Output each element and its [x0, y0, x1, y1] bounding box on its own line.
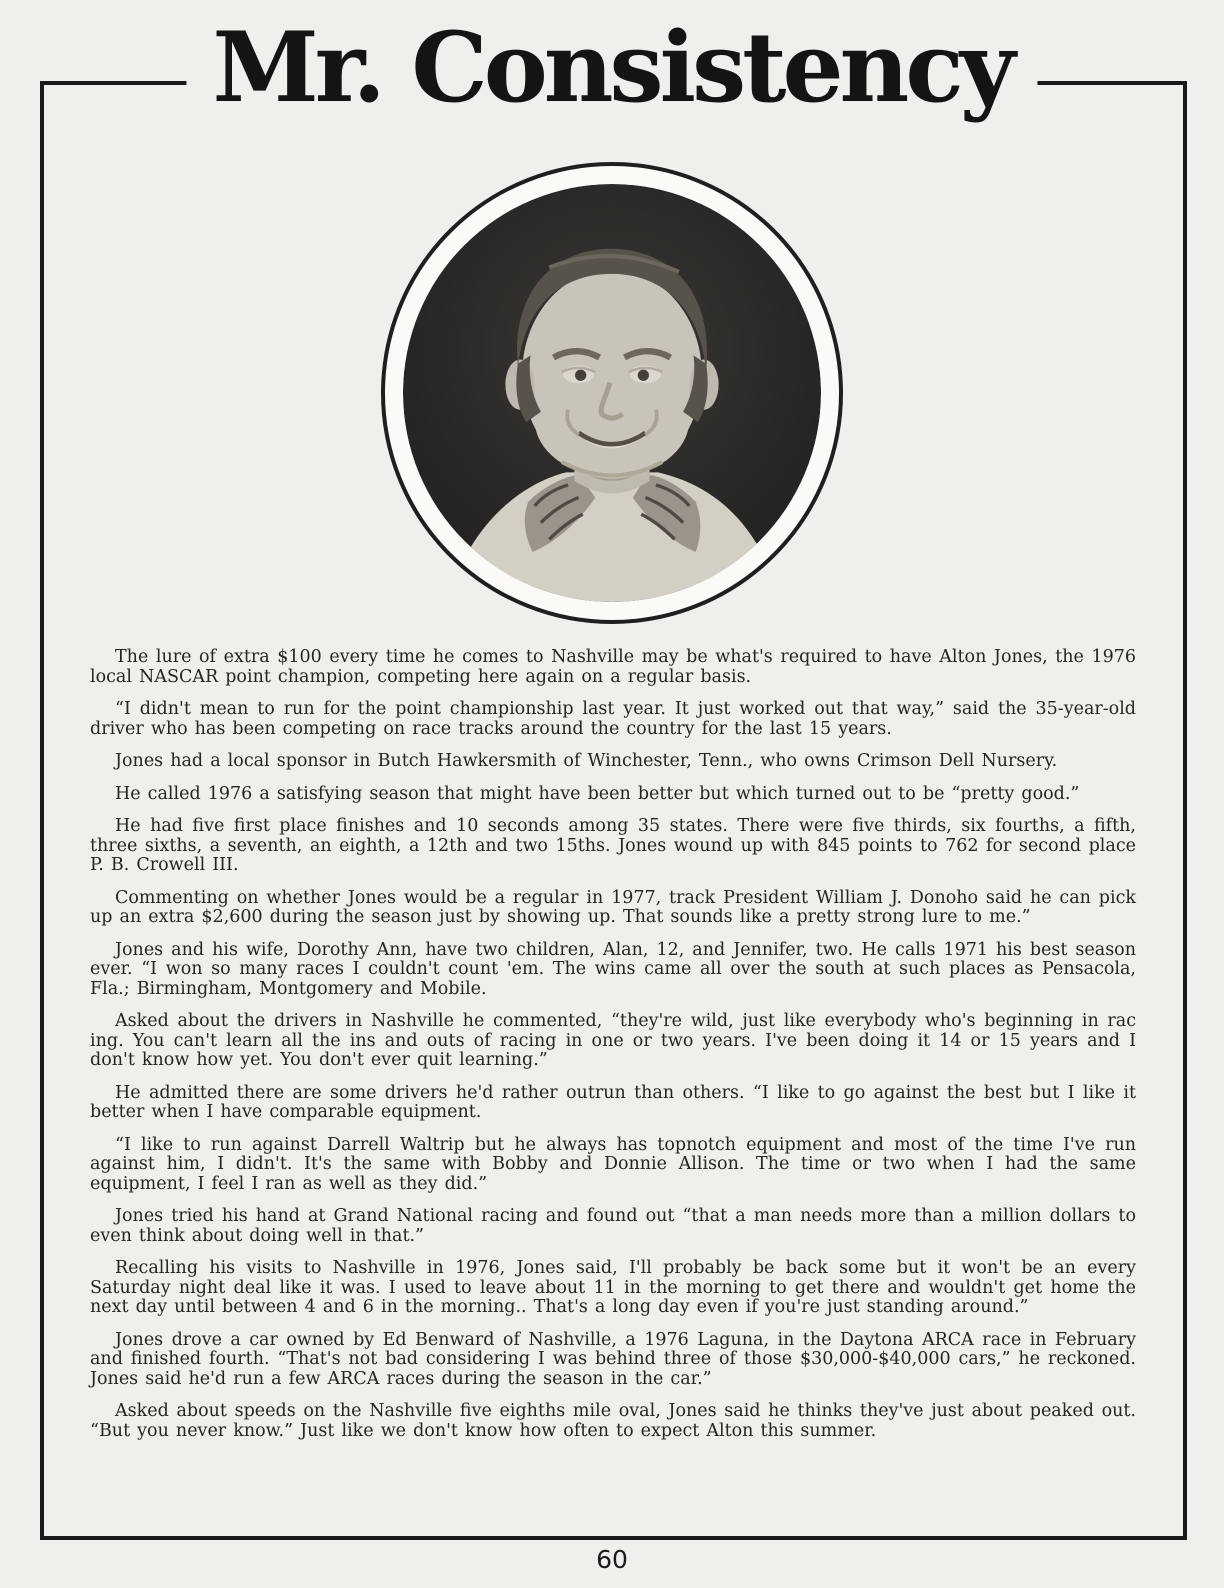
article-paragraph: Commenting on whether Jones would be a regular in 1977, track President William J. Donoho said he can pick up an extra $2,600 during the season just by showing up. That sounds like a pretty strong lure to me.”	[90, 887, 1136, 927]
article-paragraph: He had five first place finishes and 10 seconds among 35 states. There were five thirds, six fourths, a fifth, three sixths, a seventh, an eighth, a 12th and two 15ths. Jones wound up with 845 points to 762 for second place P. B. Crowell III.	[90, 816, 1136, 875]
page-number: 60	[596, 1545, 628, 1574]
article-paragraph: Recalling his visits to Nashville in 1976, Jones said, I'll probably be back some but it won't be an every Saturday night deal like it was. I used to leave about 11 in the morning to get there and wouldn't get home the next day until between 4 and 6 in the morning.. That's a long day even if you're just standing around.”	[90, 1258, 1136, 1317]
portrait-illustration	[403, 184, 821, 602]
article-paragraph: Asked about speeds on the Nashville five eighths mile oval, Jones said he thinks they've just about peaked out. “But you never know.” Just like we don't know how often to expect Alton this summer.	[90, 1401, 1136, 1441]
article-paragraph: Jones tried his hand at Grand National racing and found out “that a man needs more than a million dollars to even think about doing well in that.”	[90, 1206, 1136, 1246]
page-title: Mr. Consistency	[186, 4, 1037, 132]
article-paragraph: Asked about the drivers in Nashville he commented, “they're wild, just like everybody who's beginning in rac ing. You can't learn all the ins and outs of racing in one or two years. I've been doing it 14 or 15 years and I don't know how yet. You don't ever quit learning.”	[90, 1011, 1136, 1070]
article-body	[90, 648, 1136, 1454]
article-paragraph: He admitted there are some drivers he'd rather outrun than others. “I like to go against the best but I like it better when I have comparable equipment.	[90, 1082, 1136, 1122]
article-paragraph: Jones drove a car owned by Ed Benward of Nashville, a 1976 Laguna, in the Daytona ARCA race in February and finished fourth. “That's not bad considering I was behind three of those $30,000-$40,000 cars,” he reckoned. Jones said he'd run a few ARCA races during the season in the car.”	[90, 1329, 1136, 1389]
portrait-photo	[403, 184, 821, 602]
article-paragraph: “I like to run against Darrell Waltrip but he always has topnotch equipment and most of the time I've run against him, I didn't. It's the same with Bobby and Donnie Allison. The time or two when I had the same equipment, I feel I ran as well as they did.”	[90, 1134, 1136, 1194]
article-paragraph: “I didn't mean to run for the point championship last year. It just worked out that way,” said the 35-year-old driver who has been competing on race tracks around the country for the last 15 years.	[90, 699, 1136, 739]
article-paragraph: Jones and his wife, Dorothy Ann, have two children, Alan, 12, and Jennifer, two. He calls 1971 his best season ever. “I won so many races I couldn't count 'em. The wins came all over the south at such places as Pensacola, Fla.; Birmingham, Montgomery and Mobile.	[90, 939, 1136, 999]
article-paragraph: The lure of extra $100 every time he comes to Nashville may be what's required to have Alton Jones, the 1976 local NASCAR point champion, competing here again on a regular basis.	[90, 647, 1136, 687]
article-paragraph: He called 1976 a satisfying season that might have been better but which turned out to be “pretty good.”	[115, 783, 1080, 804]
portrait-photo-ring	[381, 162, 843, 624]
article-paragraph: Jones had a local sponsor in Butch Hawkersmith of Winchester, Tenn., who owns Crimson Dell Nursery.	[115, 751, 1058, 771]
